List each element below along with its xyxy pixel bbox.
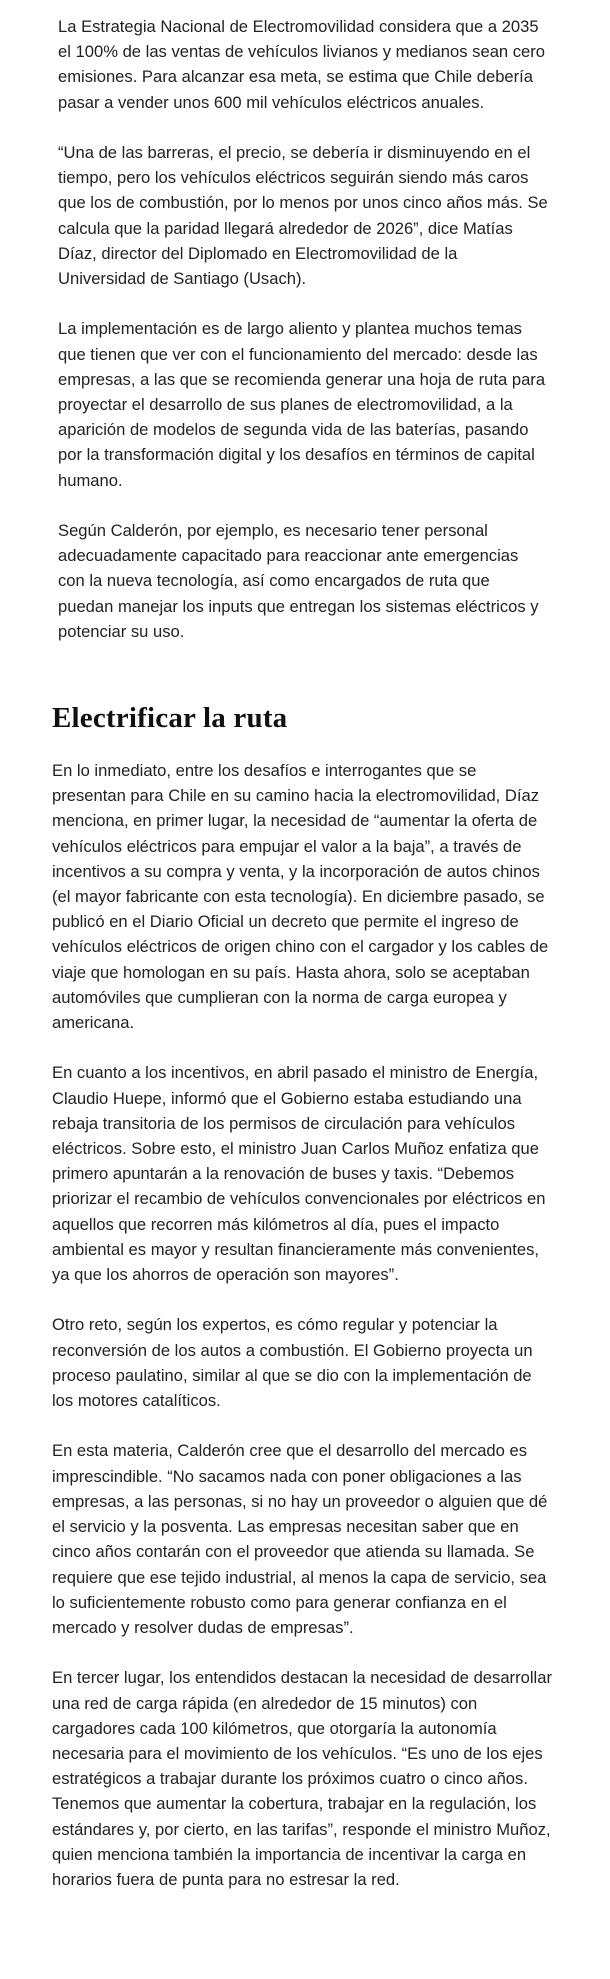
intro-text-block [58, 14, 548, 644]
paragraph-estrategia-1: La Estrategia Nacional de Electromovilidad considera que a 2035 el 100% de las ventas de vehículos livianos y medianos sean cero emisiones. Para alcanzar esa meta, se estima que Chile debería pasar a vender unos 600 mil vehículos eléctricos anuales. [58, 17, 546, 112]
paragraph-barreras-precio: “Una de las barreras, el precio, se debería ir disminuyendo en el tiempo, pero los vehículos eléctricos seguirán siendo más caros que los de combustión, por lo menos por unos cinco años más. Se calcula que la paridad llegará alrededor de 2026”, dice Matías Díaz, director del Diplomado en Electromovilidad de la Universidad de Santiago (Usach). [58, 143, 548, 289]
paragraph-incentivos: En cuanto a los incentivos, en abril pasado el ministro de Energía, Claudio Huepe, informó que el Gobierno estaba estudiando una rebaja transitoria de los permisos de circulación para vehículos eléctricos. Sobre esto, el ministro Juan Carlos Muñoz enfatiza que primero apuntarán a la renovación de buses y taxis. “Debemos priorizar el recambio de vehículos convencionales por eléctricos en aquellos que recorren más kilómetros al día, pues el impacto ambiental es mayor y resultan financieramente más convenientes, ya que los ahorros de operación son mayores”. [52, 1063, 546, 1285]
paragraph-red-de-carga: En tercer lugar, los entendidos destacan la necesidad de desarrollar una red de carga rápida (en alrededor de 15 minutos) con cargadores cada 100 kilómetros, que otorgaría la autonomía necesaria para el movimiento de los vehículos. “Es uno de los ejes estratégicos a trabajar durante los próximos cuatro o cinco años. Tenemos que aumentar la cobertura, trabajar en la regulación, los estándares y, por cierto, en las tarifas”, responde el ministro Muñoz, quien menciona también la importancia de incentivar la carga en horarios fuera de punta para no estresar la red. [52, 1668, 552, 1889]
paragraph-oferta-vehiculos: En lo inmediato, entre los desafíos e interrogantes que se presentan para Chile en su camino hacia la electromovilidad, Díaz menciona, en primer lugar, la necesidad de “aumentar la oferta de vehículos eléctricos para empujar el valor a la baja”, a través de incentivos a su compra y venta, y la incorporación de autos chinos (el mayor fabricante con esta tecnología). En diciembre pasado, se publicó en el Diario Oficial un decreto que permite el ingreso de vehículos eléctricos de origen chino con el cargador y los cables de viaje que homologan en su país. Hasta ahora, solo se aceptaban automóviles que cumplieran con la norma de carga europea y americana. [52, 761, 549, 1033]
paragraph-reconversion: Otro reto, según los expertos, es cómo regular y potenciar la reconversión de los autos a combustión. El Gobierno proyecta un proceso paulatino, similar al que se dio con la implementación de los motores catalíticos. [52, 1315, 533, 1411]
paragraph-desarrollo-mercado: En esta materia, Calderón cree que el desarrollo del mercado es imprescindible. “No sacamos nada con poner obligaciones a las empresas, a las personas, si no hay un proveedor o alguien que dé el servicio y la posventa. Las empresas necesitan saber que en cinco años contarán con el proveedor que atienda su llamada. Se requiere que ese tejido industrial, al menos la capa de servicio, sea lo suficientemente robusto como para generar confianza en el mercado y resolver dudas de empresas”. [52, 1441, 548, 1637]
section-heading: Electrificar la ruta [52, 702, 288, 734]
paragraph-capital-humano: Según Calderón, por ejemplo, es necesario tener personal adecuadamente capacitado para reaccionar ante emergencias con la nueva tecnología, así como encargados de ruta que puedan manejar los inputs que entregan los sistemas eléctricos y potenciar su uso. [58, 521, 539, 641]
paragraph-implementacion: La implementación es de largo aliento y plantea muchos temas que tienen que ver con el funcionamiento del mercado: desde las empresas, a las que se recomienda generar una hoja de ruta para proyectar el desarrollo de sus planes de electromovilidad, a la aparición de modelos de segunda vida de las baterías, pasando por la transformación digital y los desafíos en términos de capital humano. [58, 319, 546, 490]
section-text-block [52, 758, 552, 1892]
